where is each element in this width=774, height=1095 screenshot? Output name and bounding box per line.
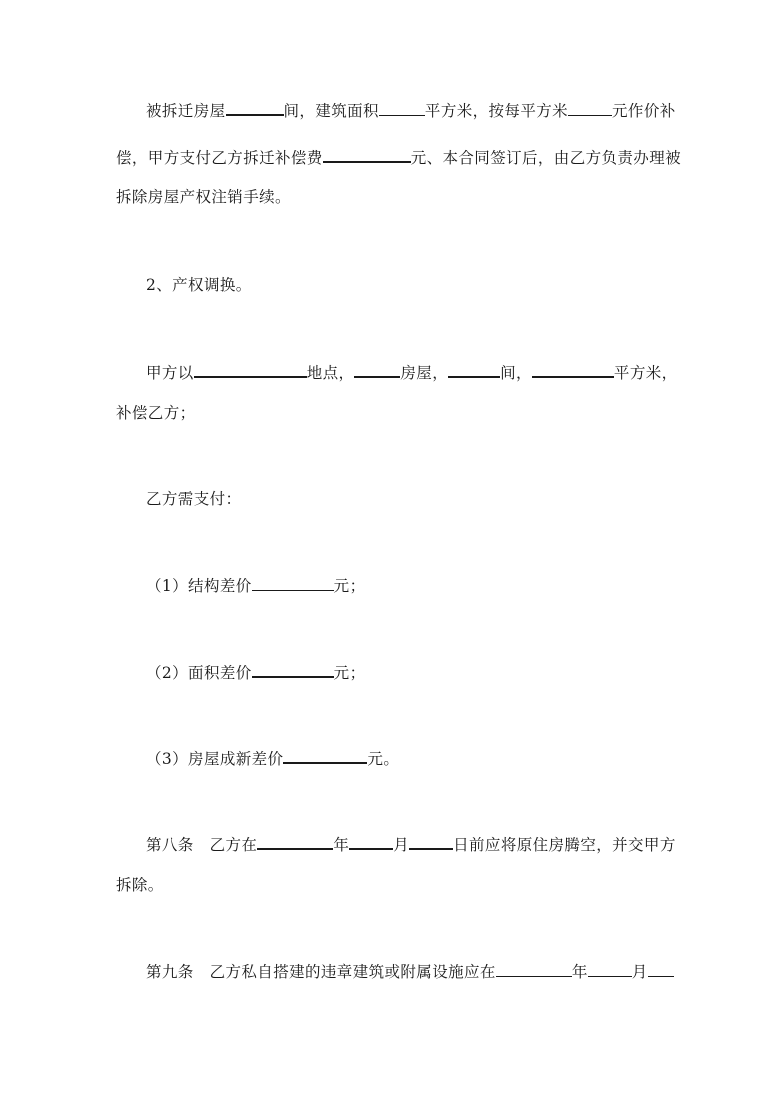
text: 日前应将原住房腾空，并交甲方	[453, 836, 676, 854]
text: 年	[571, 963, 588, 981]
fill-blank-day-2	[648, 962, 674, 977]
fill-blank-month	[349, 834, 393, 850]
item-2-heading: 2、产权调换。	[146, 276, 252, 294]
fill-blank-compensation	[323, 147, 411, 163]
fill-blank-month-2	[588, 962, 632, 977]
text: 平方米，	[613, 364, 678, 382]
text: 间，	[500, 364, 532, 382]
text: 月	[393, 836, 410, 854]
payment-heading: 乙方需支付：	[146, 490, 242, 508]
text: 平方米，按每平方米	[424, 102, 569, 120]
text: 元；	[333, 664, 366, 682]
text: 月	[631, 963, 648, 981]
text: 甲方以	[146, 364, 194, 382]
text: 第八条 乙方在	[146, 836, 258, 854]
paragraph-1-line-1	[146, 100, 676, 121]
paragraph-1-line-2	[116, 147, 681, 168]
payment-item-structure	[146, 576, 365, 596]
text: 地点，	[306, 364, 355, 382]
fill-blank-rooms	[226, 100, 284, 116]
text: （1）结构差价	[146, 577, 252, 595]
article-9-line-1	[146, 962, 674, 982]
article-8-line-2: 拆除。	[116, 876, 164, 894]
fill-blank-year	[257, 834, 333, 850]
fill-blank-newness-diff	[283, 748, 367, 764]
fill-blank-rooms-2	[448, 362, 500, 378]
text: 偿，甲方支付乙方拆迁补偿费	[116, 149, 323, 167]
fill-blank-area-diff	[252, 662, 334, 678]
fill-blank-location	[194, 362, 307, 378]
text: 年	[333, 836, 350, 854]
paragraph-2-line-1	[146, 362, 678, 383]
fill-blank-year-2	[496, 962, 572, 977]
payment-item-newness	[146, 748, 399, 769]
article-8-line-1	[146, 834, 676, 855]
fill-blank-area-2	[532, 362, 614, 378]
fill-blank-house	[354, 362, 400, 378]
fill-blank-day	[409, 834, 453, 850]
text: （3）房屋成新差价	[146, 750, 284, 768]
text: 元。	[367, 750, 400, 768]
fill-blank-price-per-sqm	[568, 101, 612, 116]
paragraph-1-line-3: 拆除房屋产权注销手续。	[116, 188, 291, 206]
text: 被拆迁房屋	[146, 102, 226, 120]
text: 间，建筑面积	[283, 102, 379, 120]
text: 第九条 乙方私自搭建的违章建筑或附属设施应在	[146, 963, 496, 981]
paragraph-2-line-2: 补偿乙方；	[116, 404, 196, 422]
text: 元、本合同签订后，由乙方负责办理被	[410, 149, 682, 167]
text: 房屋，	[400, 364, 449, 382]
fill-blank-area	[379, 101, 425, 116]
text: 元；	[333, 577, 366, 595]
text: 元作价补	[612, 102, 676, 120]
text: （2）面积差价	[146, 664, 252, 682]
fill-blank-structure-diff	[252, 576, 334, 591]
payment-item-area	[146, 662, 365, 683]
